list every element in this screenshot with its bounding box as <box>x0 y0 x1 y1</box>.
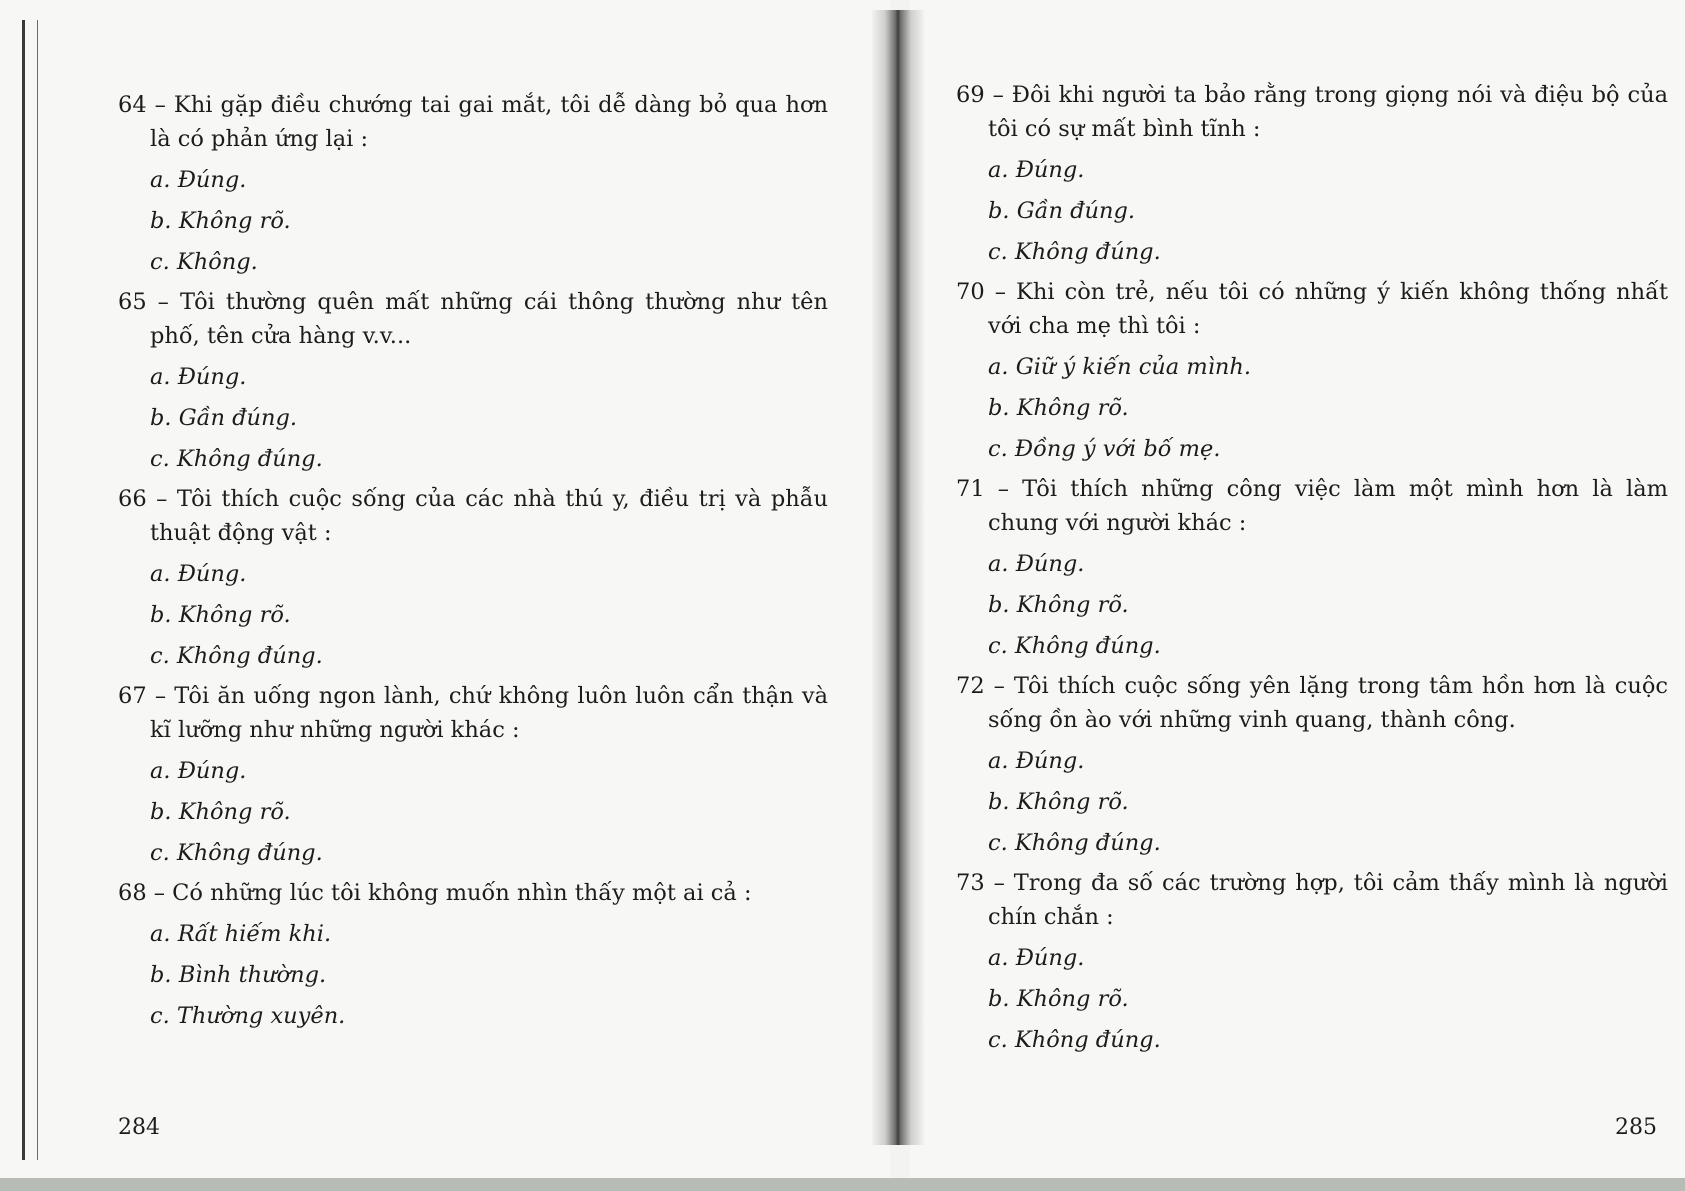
answer-option: a. Đúng. <box>150 758 247 784</box>
question-text: 64 – Khi gặp điều chướng tai gai mắt, tôi dễ dàng bỏ qua hơn là có phản ứng lại : <box>118 92 828 152</box>
question-item <box>118 482 828 673</box>
answer-option: c. Không đúng. <box>150 840 323 866</box>
answer-option: a. Đúng. <box>988 748 1085 774</box>
answer-option: c. Đồng ý với bố mẹ. <box>988 436 1221 462</box>
question-text: 68 – Có những lúc tôi không muốn nhìn thấy một ai cả : <box>118 880 752 906</box>
question-text: 71 – Tôi thích những công việc làm một mình hơn là làm chung với người khác : <box>956 476 1668 536</box>
answer-option: a. Đúng. <box>150 364 247 390</box>
answer-option: a. Đúng. <box>150 561 247 587</box>
answer-option: b. Không rõ. <box>150 208 291 234</box>
right-page <box>910 0 1685 1191</box>
question-text: 67 – Tôi ăn uống ngon lành, chứ không luôn luôn cẩn thận và kĩ lưỡng như những người khác : <box>118 683 828 743</box>
question-text: 72 – Tôi thích cuộc sống yên lặng trong tâm hồn hơn là cuộc sống ồn ào với những vinh quang, thành công. <box>956 673 1668 733</box>
answer-option: b. Không rõ. <box>988 395 1129 421</box>
question-item <box>956 866 1668 1057</box>
scanner-bottom-strip <box>0 1178 1685 1191</box>
answer-option: c. Không đúng. <box>150 446 323 472</box>
answer-option: b. Không rõ. <box>988 986 1129 1012</box>
answer-option: a. Đúng. <box>988 551 1085 577</box>
page-number-right: 285 <box>1615 1115 1657 1140</box>
answer-option: c. Thường xuyên. <box>150 1003 346 1029</box>
answer-option: c. Không đúng. <box>988 239 1161 265</box>
question-item <box>118 285 828 476</box>
answer-option: c. Không đúng. <box>150 643 323 669</box>
answer-option: b. Không rõ. <box>150 602 291 628</box>
book-gutter-shadow <box>872 10 924 1145</box>
answer-option: b. Gần đúng. <box>150 405 298 431</box>
question-item <box>956 669 1668 860</box>
answer-option: a. Đúng. <box>150 167 247 193</box>
question-text: 65 – Tôi thường quên mất những cái thông thường như tên phố, tên cửa hàng v.v... <box>118 289 828 349</box>
answer-option: b. Không rõ. <box>988 789 1129 815</box>
page-number-left: 284 <box>118 1115 160 1140</box>
question-text: 70 – Khi còn trẻ, nếu tôi có những ý kiến không thống nhất với cha mẹ thì tôi : <box>956 279 1668 339</box>
answer-option: b. Gần đúng. <box>988 198 1136 224</box>
answer-option: a. Giữ ý kiến của mình. <box>988 354 1252 380</box>
question-text: 69 – Đôi khi người ta bảo rằng trong giọng nói và điệu bộ của tôi có sự mất bình tĩnh : <box>956 82 1668 142</box>
answer-option: b. Bình thường. <box>150 962 327 988</box>
answer-option: a. Đúng. <box>988 945 1085 971</box>
question-item <box>118 876 828 1033</box>
right-question-column <box>956 78 1668 1057</box>
answer-option: c. Không đúng. <box>988 830 1161 856</box>
page-edge-line <box>22 20 38 1160</box>
question-item <box>118 679 828 870</box>
answer-option: a. Rất hiếm khi. <box>150 921 332 947</box>
answer-option: c. Không đúng. <box>988 633 1161 659</box>
left-question-column <box>118 88 828 1033</box>
answer-option: c. Không đúng. <box>988 1027 1161 1053</box>
question-item <box>956 275 1668 466</box>
answer-option: c. Không. <box>150 249 258 275</box>
question-text: 66 – Tôi thích cuộc sống của các nhà thú y, điều trị và phẫu thuật động vật : <box>118 486 828 546</box>
question-text: 73 – Trong đa số các trường hợp, tôi cảm thấy mình là người chín chắn : <box>956 870 1668 930</box>
question-item <box>118 88 828 279</box>
answer-option: b. Không rõ. <box>988 592 1129 618</box>
question-item <box>956 472 1668 663</box>
answer-option: a. Đúng. <box>988 157 1085 183</box>
question-item <box>956 78 1668 269</box>
answer-option: b. Không rõ. <box>150 799 291 825</box>
